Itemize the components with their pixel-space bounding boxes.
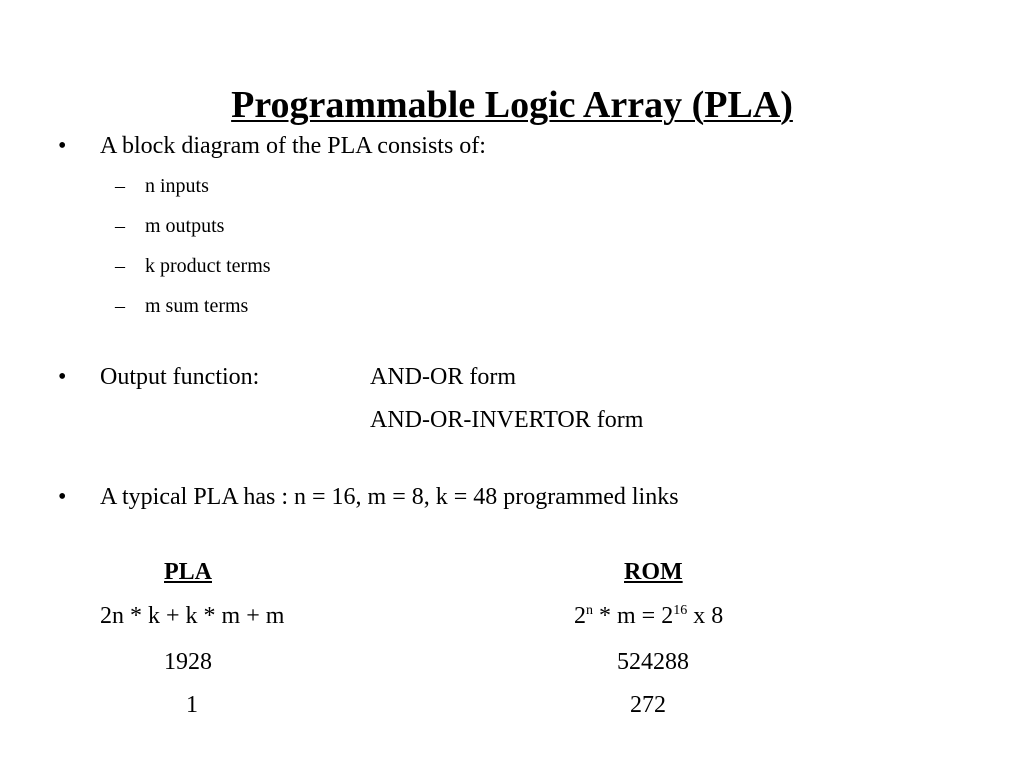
rom-heading: ROM xyxy=(624,559,683,585)
dash-marker: – xyxy=(115,175,125,197)
bullet-marker: • xyxy=(58,364,67,390)
bullet-typical-pla: A typical PLA has : n = 16, m = 8, k = 48 programmed links xyxy=(100,484,679,510)
rom-ratio: 272 xyxy=(630,692,666,718)
rom-formula xyxy=(574,604,723,628)
rom-formula-base: 2 xyxy=(574,603,586,629)
output-function-and-or-invertor: AND-OR-INVERTOR form xyxy=(370,407,644,433)
pla-ratio: 1 xyxy=(186,692,198,718)
dash-marker: – xyxy=(115,215,125,237)
pla-value: 1928 xyxy=(164,649,212,675)
rom-formula-middle: * m = 2 xyxy=(593,603,674,629)
bullet-block-diagram: A block diagram of the PLA consists of: xyxy=(100,133,486,159)
sub-item-inputs: n inputs xyxy=(145,175,209,197)
sub-item-outputs: m outputs xyxy=(145,215,225,237)
sub-item-product-terms: k product terms xyxy=(145,255,271,277)
pla-formula: 2n * k + k * m + m xyxy=(100,603,285,629)
output-function-label: Output function: xyxy=(100,364,260,390)
rom-formula-exponent-16: 16 xyxy=(673,603,688,618)
rom-value: 524288 xyxy=(617,649,689,675)
bullet-marker: • xyxy=(58,133,67,159)
bullet-marker: • xyxy=(58,484,67,510)
rom-formula-exponent-n: n xyxy=(586,603,593,618)
dash-marker: – xyxy=(115,255,125,277)
pla-heading: PLA xyxy=(164,559,212,585)
rom-formula-tail: x 8 xyxy=(687,603,724,629)
sub-item-sum-terms: m sum terms xyxy=(145,295,249,317)
slide-title: Programmable Logic Array (PLA) xyxy=(231,84,793,126)
dash-marker: – xyxy=(115,295,125,317)
output-function-and-or: AND-OR form xyxy=(370,364,516,390)
